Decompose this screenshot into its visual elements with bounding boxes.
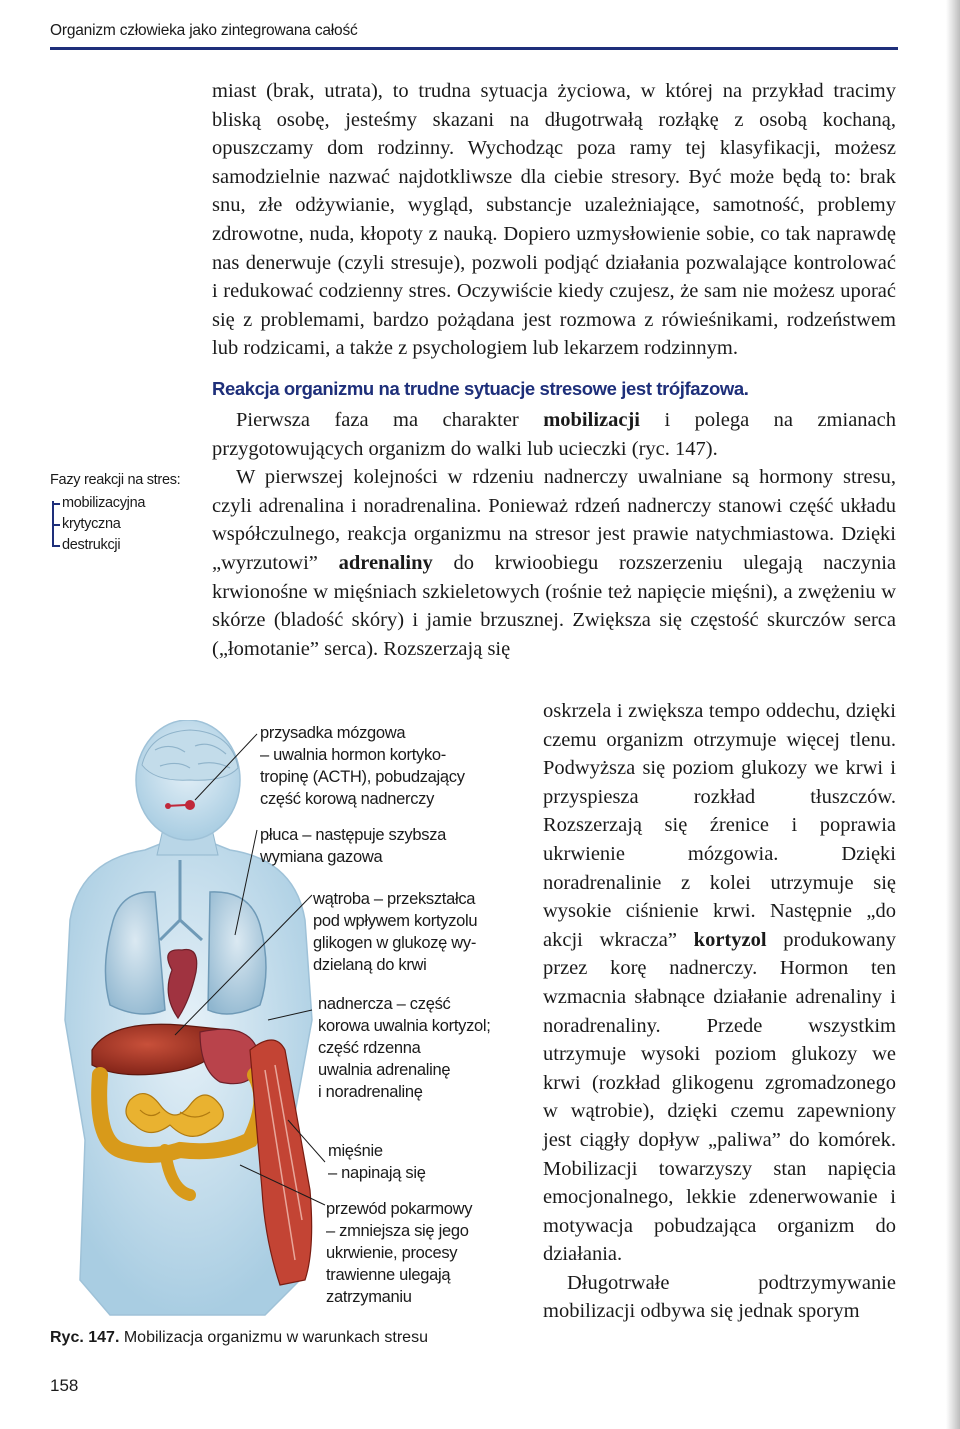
- label-muscles: mięśnie – napinają się: [328, 1142, 426, 1182]
- paragraph-stressors: miast (brak, utrata), to trudna sytuacja życiowa, w której na przykład tracimy bliską osobę, jesteśmy skazani na długotrwałą rozłąkę z osobą kochaną, opuszczamy dom rodzinny. Wychodząc poza ramy tej klasyfikacji, możesz samodzielnie nazwać najdotkliwsze dla ciebie stresory. Być może będą to: brak snu, złe odżywianie, wygląd, substancje uzależniające, samotność, problemy zdrowotne, nuda, kłopoty z nauką. Dopiero uzmysłowienie sobie, co tak naprawdę nas denerwuje (czyli stresuje), pozwoli podjąć działania pozwalające kontrolować i redukować codzienny stres. Oczywiście kiedy czujesz, że sam nie możesz uporać się z problemami, bardzo pożądana jest rozmowa z rówieśnikami, rodzeństwem lub rodzicami, a także z psychologiem lub lekarzem rodzinnym.: [212, 80, 896, 360]
- phase-item: destrukcji: [62, 535, 200, 556]
- label-digestive: przewód pokarmowy – zmniejsza się jego ukrwienie, procesy trawienne ulegają zatrzymaniu: [326, 1200, 473, 1306]
- main-text: [212, 77, 896, 663]
- paragraph-hormones: W pierwszej kolejności w rdzeniu nadnerczy uwalniane są hormony stresu, czyli adrenalina i noradrenalina. Ponieważ rdzeń nadnerczy stanowi część układu współczulnego, reakcja organizmu na stresor jest prawie natychmiastowa. Dzięki „wyrzutowi” adrenaliny do krwioobiegu rozszerzeniu ulegają naczynia krwionośne w mięśniach szkieletowych (rośnie też napięcie mięśni), a zwężeniu w skórze (bladość skóry) i jamie brzusznej. Zwiększa się częstość skurczów serca („łomotanie” serca). Rozszerzają się: [212, 466, 896, 660]
- term-mobilizacji: mobilizacji: [543, 408, 640, 431]
- term-kortyzol: kortyzol: [693, 928, 767, 951]
- page-number: 158: [50, 1376, 79, 1395]
- figure-147: [50, 720, 520, 1320]
- paragraph-long-term: Długotrwałe podtrzymywanie mobilizacji odbywa się jednak sporym: [543, 1271, 896, 1323]
- header-rule: [50, 47, 898, 50]
- caption-number: Ryc. 147.: [50, 1329, 120, 1346]
- section-subheading: Reakcja organizmu na trudne sytuacje stresowe jest trójfazowa.: [212, 377, 749, 399]
- margin-note-stress-phases: [50, 470, 200, 556]
- stress-phase-list: [50, 493, 200, 556]
- pituitary-gland-marker: [185, 800, 195, 810]
- running-header: Organizm człowieka jako zintegrowana całość: [50, 22, 358, 39]
- page-edge-shadow: [946, 0, 960, 1429]
- label-pituitary: przysadka mózgowa – uwalnia hormon kortyko- tropinę (ACTH), pobudzający część korową nadnerczy: [260, 724, 465, 808]
- label-adrenal: nadnercza – część korowa uwalnia kortyzol; część rdzenna uwalnia adrenalinę i noradrenalinę: [318, 995, 491, 1101]
- term-adrenaliny: adrenaliny: [338, 551, 433, 574]
- label-lungs: płuca – następuje szybsza wymiana gazowa: [260, 826, 447, 866]
- head-with-brain: [136, 720, 240, 840]
- margin-note-title: Fazy reakcji na stres:: [50, 472, 181, 488]
- paragraph-continued: oskrzela i zwiększa tempo oddechu, dzięki czemu organizm otrzymuje więcej tlenu. Podwyższa się poziom glukozy we krwi i przyspiesza rozkład tłuszczów. Rozszerzają się źrenice i poprawia ukrwienie mózgowia. Dzięki noradrenalinie z kolei utrzymuje się wysokie ciśnienie krwi. Następnie „do akcji wkracza” kortyzol produkowany przez korę nadnerczy. Hormon ten wzmacnia słabnące działanie adrenaliny i noradrenaliny. Przede wszystkim utrzymuje wysoki poziom glukozy we krwi (rozkład glikogenu zgromadzonego w wątrobie), dzięki czemu zapewniony jest ciągły dopływ „paliwa” do komórek. Mobilizacji towarzyszy stan napięcia emocjonalnego, lekkie zdenerwowanie i motywacja pobudzająca organizm do działania.: [543, 700, 897, 1266]
- phase-item: krytyczna: [62, 514, 200, 535]
- caption-text: Mobilizacja organizmu w warunkach stresu: [123, 1329, 428, 1346]
- paragraph-first-phase: Pierwsza faza ma charakter mobilizacji i polega na zmianach przygotowujących organizm do walki lub ucieczki (ryc. 147).: [212, 408, 896, 460]
- figure-caption: [50, 1329, 428, 1347]
- label-liver: wątroba – przekształca pod wpływem kortyzolu glikogen w glukozę wy- dzielaną do krwi: [313, 890, 478, 974]
- phase-item: mobilizacyjna: [62, 493, 200, 514]
- right-column-text: [543, 697, 896, 1326]
